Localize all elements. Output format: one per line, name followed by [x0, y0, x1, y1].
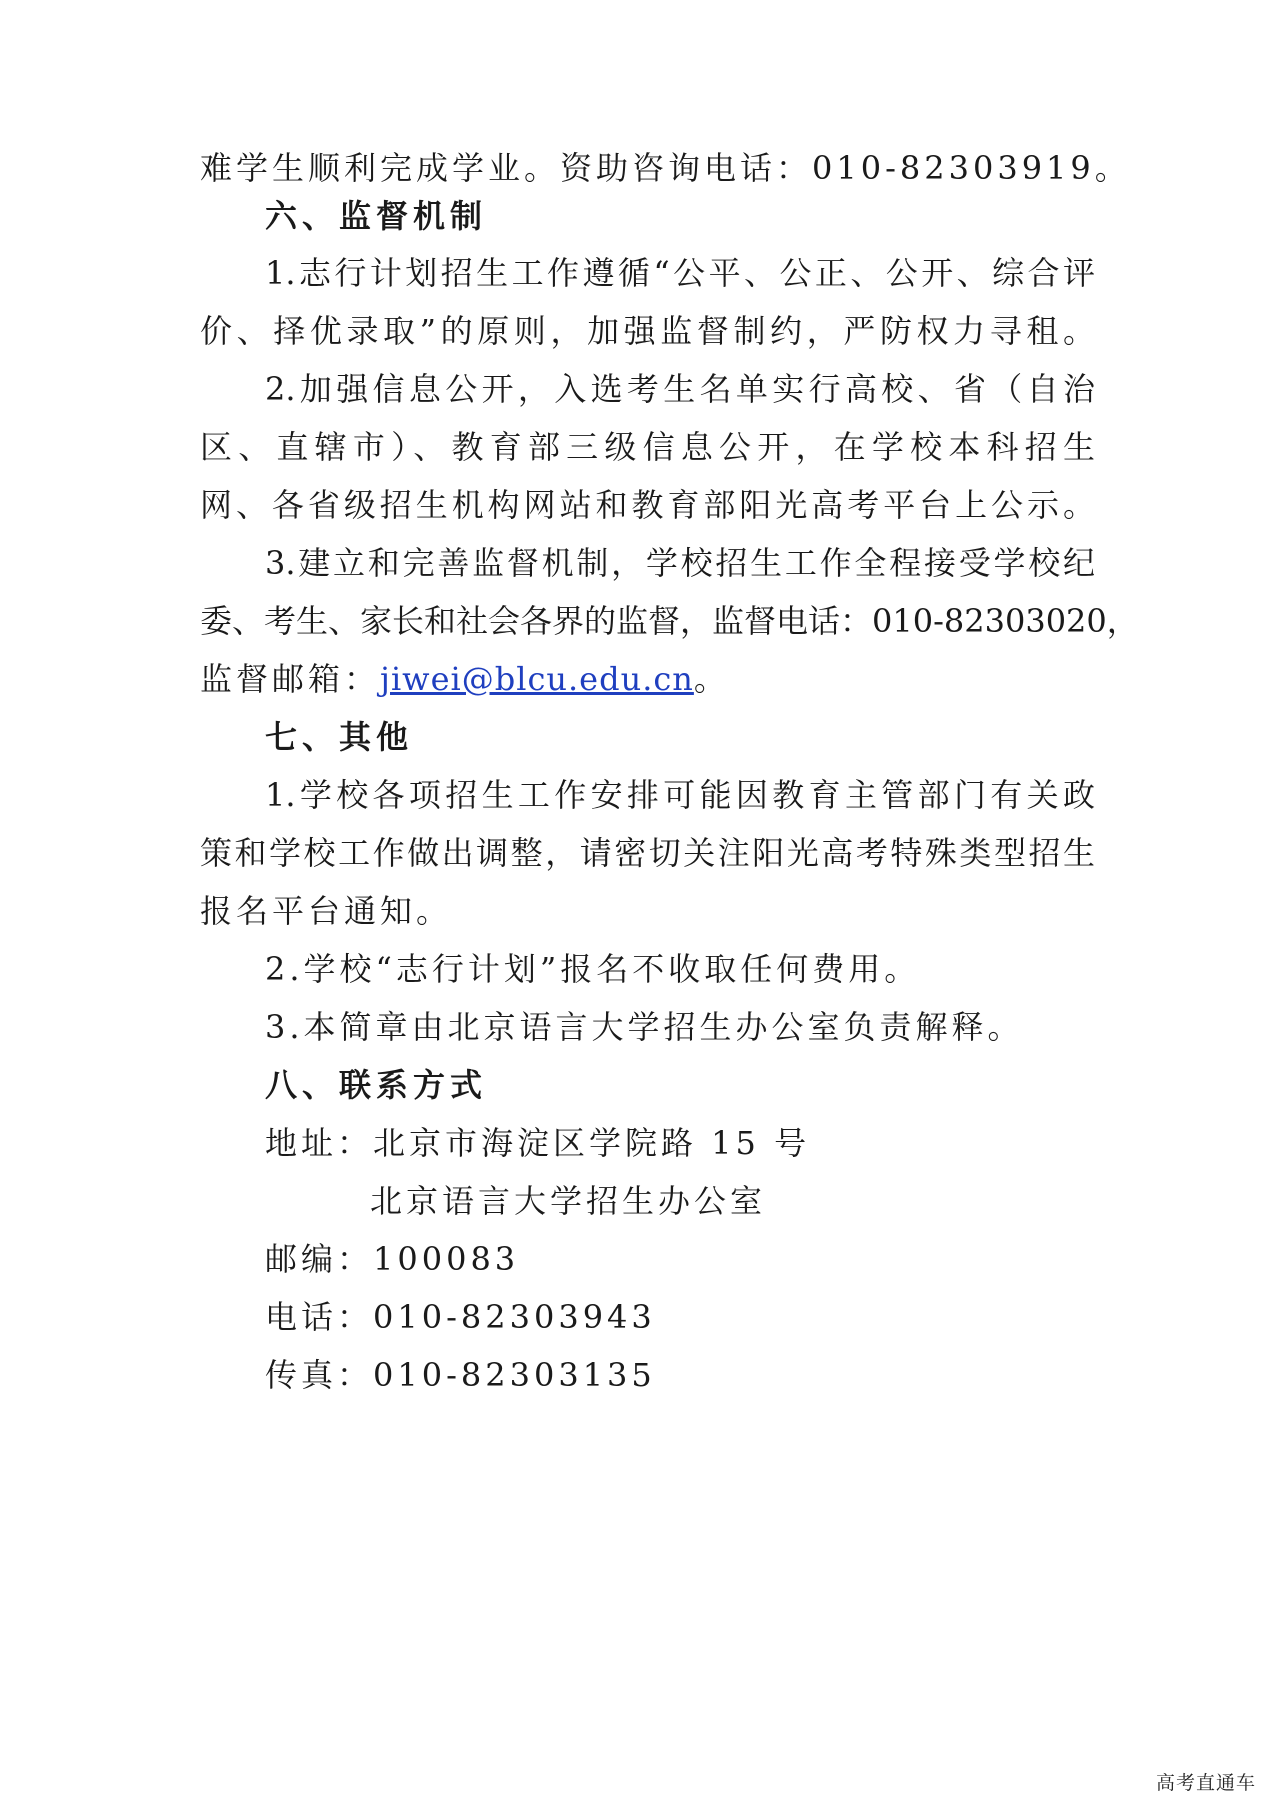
paragraph-line: 3.建立和完善监督机制，学校招生工作全程接受学校纪 [265, 544, 1095, 582]
section-heading-other: 七、其他 [265, 718, 414, 756]
paragraph-line: 报名平台通知。 [200, 892, 453, 930]
contact-address: 地址：北京市海淀区学院路 15 号 [265, 1124, 811, 1162]
paragraph-line: 委、考生、家长和社会各界的监督，监督电话：010-82303020， [200, 602, 1139, 640]
contact-fax: 传真：010-82303135 [265, 1356, 656, 1394]
paragraph-line: 价、择优录取”的原则，加强监督制约，严防权力寻租。 [200, 312, 1095, 350]
email-line-end: 。 [693, 660, 730, 698]
paragraph-line: 1.学校各项招生工作安排可能因教育主管部门有关政 [265, 776, 1095, 814]
email-label: 监督邮箱： [200, 660, 381, 698]
paragraph-line: 3.本简章由北京语言大学招生办公室负责解释。 [265, 1008, 1024, 1046]
section-heading-supervision: 六、监督机制 [265, 197, 488, 235]
paragraph-line: 难学生顺利完成学业。资助咨询电话：010-82303919。 [200, 149, 1131, 187]
watermark-label: 高考直通车 [1155, 1772, 1256, 1794]
supervision-email-link[interactable]: jiwei@blcu.edu.cn [380, 660, 694, 698]
supervision-email-line [200, 659, 730, 699]
section-heading-contact: 八、联系方式 [265, 1066, 488, 1104]
contact-phone: 电话：010-82303943 [265, 1298, 656, 1336]
paragraph-line: 2.加强信息公开，入选考生名单实行高校、省（自治 [265, 370, 1095, 408]
paragraph-line: 2.学校“志行计划”报名不收取任何费用。 [265, 950, 921, 988]
contact-postcode: 邮编：100083 [265, 1240, 520, 1278]
paragraph-line: 网、各省级招生机构网站和教育部阳光高考平台上公示。 [200, 486, 1095, 524]
paragraph-line: 策和学校工作做出调整，请密切关注阳光高考特殊类型招生 [200, 834, 1095, 872]
paragraph-line: 区、直辖市）、教育部三级信息公开，在学校本科招生 [200, 428, 1095, 466]
contact-office: 北京语言大学招生办公室 [370, 1182, 767, 1220]
paragraph-line: 1.志行计划招生工作遵循“公平、公正、公开、综合评 [265, 254, 1095, 292]
